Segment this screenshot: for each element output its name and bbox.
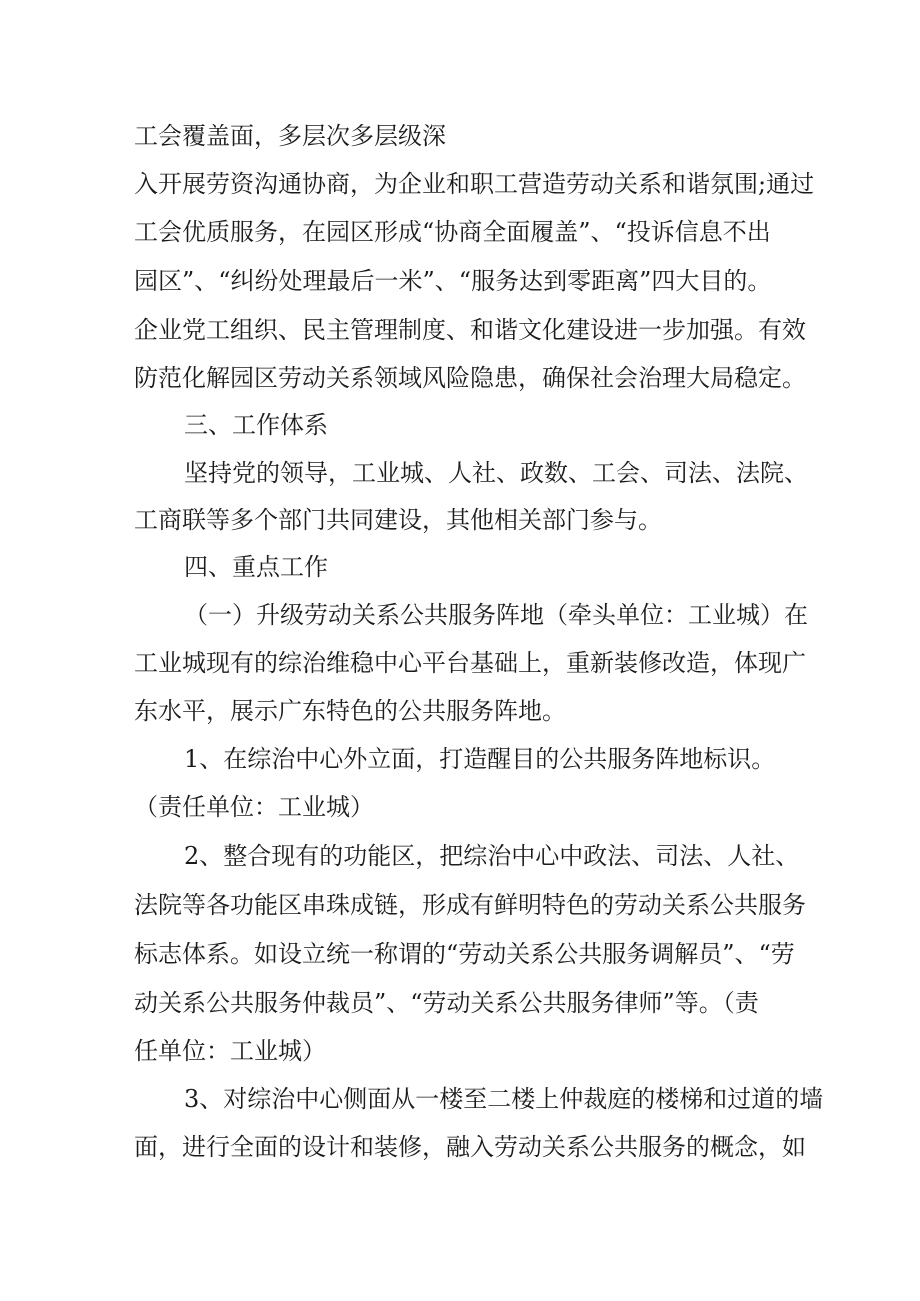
paragraph-line: 园区”、“纠纷处理最后一米”、“服务达到零距离”四大目的。	[134, 267, 772, 295]
paragraph-line: 防范化解园区劳动关系领域风险隐患，确保社会治理大局稳定。	[134, 364, 806, 392]
paragraph-line: 工商联等多个部门共同建设，其他相关部门参与。	[134, 506, 662, 534]
paragraph-line: 1、在综治中心外立面，打造醒目的公共服务阵地标识。	[184, 745, 776, 773]
paragraph-line: 企业党工组织、民主管理制度、和谐文化建设进一步加强。有效	[134, 316, 806, 344]
paragraph-line: 面，进行全面的设计和装修，融入劳动关系公共服务的概念，如	[134, 1133, 806, 1161]
section-heading: 三、工作体系	[184, 411, 328, 439]
paragraph-line: 3、对综治中心侧面从一楼至二楼上仲裁庭的楼梯和过道的墙	[184, 1085, 824, 1113]
paragraph-line: 工会优质服务，在园区形成“协商全面履盖”、“投诉信息不出	[134, 218, 771, 246]
paragraph-line: 工会覆盖面，多层次多层级深	[134, 122, 446, 150]
paragraph-line: 法院等各功能区串珠成链，形成有鲜明特色的劳动关系公共服务	[134, 891, 806, 919]
paragraph-line: 动关系公共服务仲裁员”、“劳动关系公共服务律师”等。（责	[134, 989, 759, 1017]
paragraph-line: （责任单位：工业城）	[134, 793, 374, 821]
section-heading: 四、重点工作	[184, 553, 328, 581]
paragraph-line: 入开展劳资沟通协商，为企业和职工营造劳动关系和谐氛围;通过	[134, 170, 815, 198]
paragraph-line: 东水平，展示广东特色的公共服务阵地。	[134, 697, 566, 725]
paragraph-line: 任单位：工业城）	[134, 1037, 326, 1065]
paragraph-line: 工业城现有的综治维稳中心平台基础上，重新装修改造，体现广	[134, 649, 806, 677]
subsection-heading: （一）升级劳动关系公共服务阵地（牵头单位：工业城）在	[184, 601, 808, 629]
paragraph-line: 标志体系。如设立统一称谓的“劳动关系公共服务调解员”、“劳	[134, 940, 795, 968]
paragraph-line: 坚持党的领导，工业城、人社、政数、工会、司法、法院、	[184, 459, 808, 487]
paragraph-line: 2、整合现有的功能区，把综治中心中政法、司法、人社、	[184, 842, 800, 870]
